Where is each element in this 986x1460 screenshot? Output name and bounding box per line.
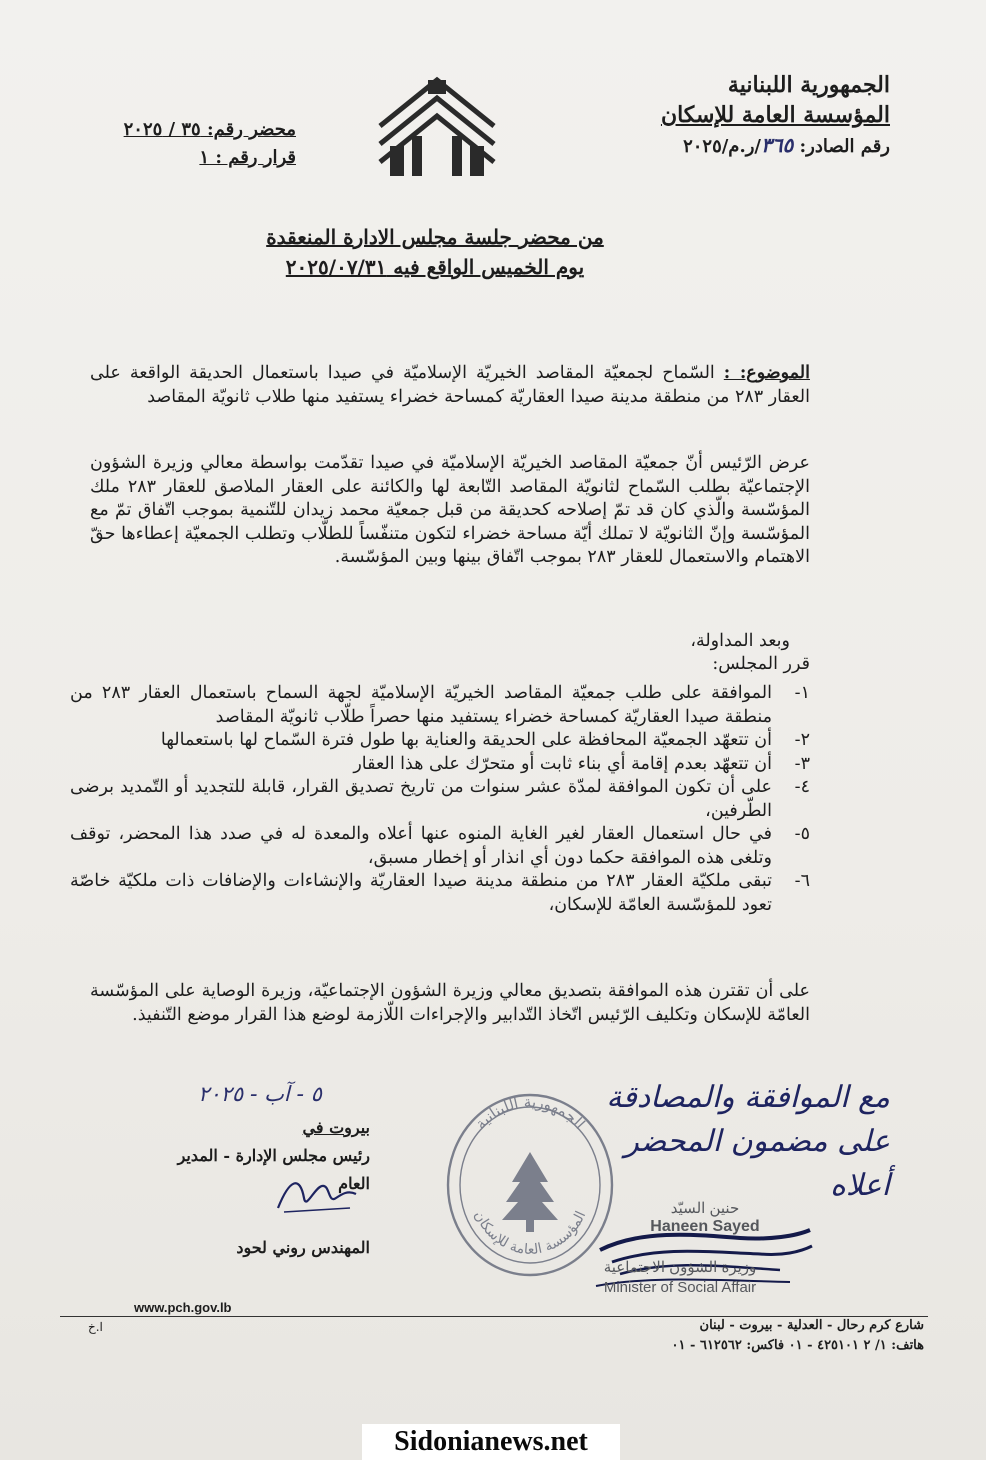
minutes-info <box>96 116 296 172</box>
list-item: ٢- أن تتعهّد الجمعيّة المحافظة على الحديقة والعناية بها طول فترة السّماح لها باستعمالها <box>160 730 810 750</box>
footer-address-line: شارع كرم رحال - العدلية - بيروت - لبنان <box>699 1318 924 1333</box>
handwritten-date: ٥ - آب - ٢٠٢٥ <box>198 1082 322 1106</box>
institution-logo-icon <box>372 72 502 182</box>
footer-phone-line: هاتف: ١/ ٢ ٤٢٥١٠١ - ٠١ فاكس: ٦١٢٥٦٢ - ٠١ <box>671 1338 924 1353</box>
issue-number-line <box>570 130 890 162</box>
minister-approval-handwriting <box>560 1076 890 1208</box>
session-line-2: يوم الخميس الواقع فيه ٢٠٢٥/٠٧/٣١ <box>285 255 585 279</box>
list-item: ٦- تبقى ملكيّة العقار ٢٨٣ من منطقة مدينة صيدا العقاريّة والإنشاءات والإضافات ذات ملكيّة خاصّة تعود للمؤسّسة العامّة للإسكان، <box>70 871 810 915</box>
subject-text: السّماح لجمعيّة المقاصد الخيريّة الإسلاميّة في صيدا باستعمال الحديقة الواقعة على العقار ٢٨٣ من منطقة مدينة صيدا العقاريّة كمساحة خضراء يستفيد منها طلاب ثانويّة المقاصد <box>90 363 810 407</box>
list-item: ٣- أن تتعهّد بعدم إقامة أي بناء ثابت أو متحرّك على هذا العقار <box>353 753 810 774</box>
minister-name-en: Haneen Sayed <box>650 1218 760 1235</box>
minutes-number: محضر رقم: ٣٥ / ٢٠٢٥ <box>123 119 296 140</box>
after-deliberation: وبعد المداولة، <box>690 631 790 651</box>
list-item: ١- الموافقة على طلب جمعيّة المقاصد الخيريّة الإسلاميّة لجهة السماح باستعمال العقار ٢٨٣ من منطقة صيدا العقاريّة كمساحة خضراء يستفيد منها حصراً طلّاب ثانويّة المقاصد <box>70 683 810 727</box>
source-watermark: Sidonianews.net <box>362 1424 620 1460</box>
director-signature-icon <box>270 1168 360 1218</box>
minister-title <box>580 1258 780 1298</box>
minister-title-en: Minister of Social Affair <box>603 1279 757 1296</box>
council-decided: قرر المجلس: <box>712 654 810 674</box>
issue-number: ٣٦٥ <box>761 133 794 157</box>
issue-prefix: رقم الصادر: <box>799 136 890 157</box>
subject-paragraph <box>90 362 810 409</box>
subject-label: الموضوع: : <box>723 363 810 383</box>
list-item: ٤- على أن تكون الموافقة لمدّة عشر سنوات من تاريخ تصديق القرار، قابلة للتجديد أو التّمديد برضى الطّرفين، <box>70 777 810 821</box>
minister-title-ar: وزيرة الشؤون الاجتماعية <box>603 1259 757 1276</box>
decisions-list <box>70 682 810 917</box>
session-line-1: من محضر جلسة مجلس الادارة المنعقدة <box>266 225 604 249</box>
footer-initials: ا.خ <box>88 1320 103 1334</box>
decision-number: قرار رقم : ١ <box>199 147 296 168</box>
session-heading <box>250 222 620 282</box>
stamp-top-text: الجمهورية اللبنانية <box>471 1092 589 1133</box>
minister-name-ar: حنين السيّد <box>670 1200 740 1217</box>
footer-address <box>604 1316 924 1356</box>
signature-name: المهندس روني لحود <box>236 1238 370 1257</box>
footer-website: www.pch.gov.lb <box>134 1300 232 1315</box>
letterhead <box>570 70 890 162</box>
institution-name: المؤسسة العامة للإسكان <box>660 102 890 128</box>
list-item: ٥- في حال استعمال العقار لغير الغاية المنوه عنها أعلاه والمعدة له في صدد هذا المحضر، توقف وتلغى هذه الموافقة حكما دون أي انذار أو إخطار مسبق، <box>70 824 810 868</box>
stamp-bottom-text: المؤسسة العامة للإسكان <box>470 1208 590 1258</box>
handwriting-line-2: على مضمون المحضر أعلاه <box>624 1124 890 1203</box>
handwriting-line-1: مع الموافقة والمصادقة <box>606 1080 890 1115</box>
closing-paragraph: على أن تقترن هذه الموافقة بتصديق معالي وزيرة الشؤون الإجتماعيّة، وزيرة الوصاية على المؤسّسة العامّة للإسكان وتكليف الرّئيس اتّخاذ التّدابير والإجراءات اللّازمة لوضع هذا القرار موضع التّنفيذ. <box>90 981 810 1025</box>
issue-suffix: /ر.م/٢٠٢٥ <box>683 136 761 157</box>
signature-place: بيروت في <box>302 1118 370 1137</box>
republic-name: الجمهورية اللبنانية <box>727 72 890 98</box>
signature-title: رئيس مجلس الإدارة - المدير العام <box>177 1146 370 1193</box>
presentation-paragraph: عرض الرّئيس أنّ جمعيّة المقاصد الخيريّة الإسلاميّة في صيدا تقدّمت بواسطة معالي وزيرة الشؤون الإجتماعيّة بطلب السّماح لثانويّة المقاصد التّابعة لها والكائنة على العقار الملاصق للعقار ٢٨٣ ملك المؤسّسة والّذي كان قد تمّ إصلاحه كحديقة من قبل جمعيّة محمد زيدان للتّنمية بموجب اتّفاق تمّ مع المؤسّسة وإنّ الثانويّة لا تملك أيّة مساحة خضراء لتكون متنفّساً للطلّاب وتطلب الجمعيّة إعطاءها حقّ الاهتمام والاستعمال للعقار ٢٨٣ بموجب اتّفاق بينها وبين المؤسّسة. <box>90 453 810 567</box>
deliberation <box>90 630 810 676</box>
